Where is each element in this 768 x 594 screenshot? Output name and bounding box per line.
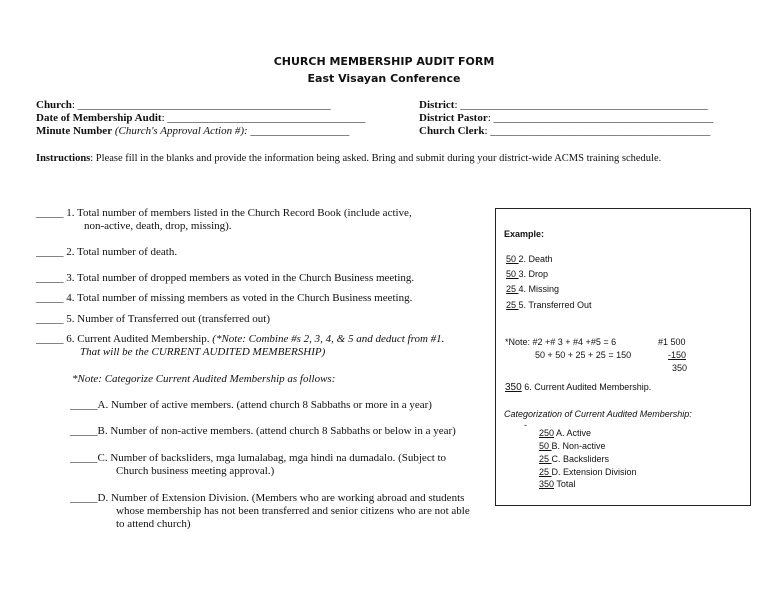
item-5[interactable]: _____ 5. Number of Transferred out (transferred out) (36, 313, 270, 325)
instructions-label: Instructions (36, 153, 91, 164)
item-1-cont: non-active, death, drop, missing). (84, 220, 232, 232)
pastor-field[interactable] (419, 112, 714, 124)
church-line: : ______________________________________________ (71, 99, 331, 111)
example-cat-nonactive: 50 B. Non-active (539, 441, 606, 451)
minute-field[interactable] (36, 125, 349, 137)
example-row-death: 50 2. Death (506, 254, 553, 264)
form-title: CHURCH MEMBERSHIP AUDIT FORM (273, 55, 495, 68)
clerk-label: Church Clerk (419, 125, 485, 137)
example-minus: -150 (668, 350, 687, 360)
example-row-transferred: 25 5. Transferred Out (506, 300, 592, 310)
item-6-cont: That will be the CURRENT AUDITED MEMBERSHIP) (80, 346, 326, 358)
date-line: : ____________________________________ (161, 112, 366, 124)
example-cat-total: 350 Total (539, 479, 576, 489)
instructions-text: : Please fill in the blanks and provide the information being asked. Bring and submit during your district-wide ACMS training schedule. (90, 153, 662, 164)
pastor-label: District Pastor (419, 112, 488, 124)
item-b[interactable]: _____B. Number of non-active members. (attend church 8 Sabbaths or below in a year) (70, 425, 456, 437)
item-2[interactable]: _____ 2. Total number of death. (36, 246, 178, 258)
example-dash: - (524, 420, 527, 430)
example-cat-heading: Categorization of Current Audited Membership: (504, 409, 692, 419)
clerk-line: : ________________________________________ (484, 125, 711, 137)
example-cat-extension: 25 D. Extension Division (539, 467, 637, 477)
example-row-drop: 50 3. Drop (506, 269, 549, 279)
item-3[interactable]: _____ 3. Total number of dropped members as voted in the Church Business meeting. (36, 272, 415, 284)
date-field[interactable] (36, 112, 365, 124)
example-row-current: 350 6. Current Audited Membership. (505, 382, 652, 393)
district-line: : _____________________________________________ (454, 99, 708, 111)
clerk-field[interactable] (419, 125, 710, 137)
date-label: Date of Membership Audit (36, 112, 162, 124)
form-subtitle: East Visayan Conference (307, 72, 461, 85)
example-sum-line: 50 + 50 + 25 + 25 = 150 (535, 350, 632, 360)
example-result: 350 (672, 363, 688, 373)
church-label: Church (36, 99, 72, 111)
item-c[interactable]: _____C. Number of backsliders, mga lumalabag, mga hindi na dumadalo. (Subject to (70, 452, 447, 464)
instructions (36, 153, 661, 164)
categorize-note: *Note: Categorize Current Audited Membership as follows: (72, 373, 336, 385)
example-cat-active: 250 A. Active (539, 428, 592, 438)
item-d-cont: whose membership has not been transferred and senior citizens who are not able (116, 505, 470, 517)
example-heading: Example: (504, 229, 545, 239)
district-field[interactable] (419, 99, 708, 111)
item-a[interactable]: _____A. Number of active members. (attend church 8 Sabbaths or more in a year) (70, 399, 432, 411)
example-row-missing: 25 4. Missing (506, 284, 560, 294)
church-field[interactable] (36, 99, 331, 111)
item-1[interactable]: _____ 1. Total number of members listed in the Church Record Book (include active, (36, 207, 412, 219)
minute-note: (Church's Approval Action #): (114, 125, 248, 137)
item-c-cont: Church business meeting approval.) (116, 465, 275, 477)
district-label: District (419, 99, 455, 111)
minute-label: Minute Number (36, 125, 113, 137)
example-n1: #1 500 (658, 337, 686, 347)
item-4[interactable]: _____ 4. Total number of missing members as voted in the Church Business meeting. (36, 292, 413, 304)
minute-line: __________________ (247, 125, 350, 137)
example-cat-backsliders: 25 C. Backsliders (539, 454, 610, 464)
item-6-note: (*Note: Combine #s 2, 3, 4, & 5 and deduct from #1. (212, 333, 445, 345)
item-d[interactable]: _____D. Number of Extension Division. (Members who are working abroad and students (70, 492, 465, 504)
pastor-line: : ________________________________________ (487, 112, 714, 124)
item-d-cont-2: to attend church) (116, 518, 191, 530)
example-note-line: *Note: #2 +# 3 + #4 +#5 = 6 (505, 337, 617, 347)
item-6[interactable] (36, 333, 444, 345)
item-6-label: _____ 6. Current Audited Membership. (36, 333, 213, 345)
